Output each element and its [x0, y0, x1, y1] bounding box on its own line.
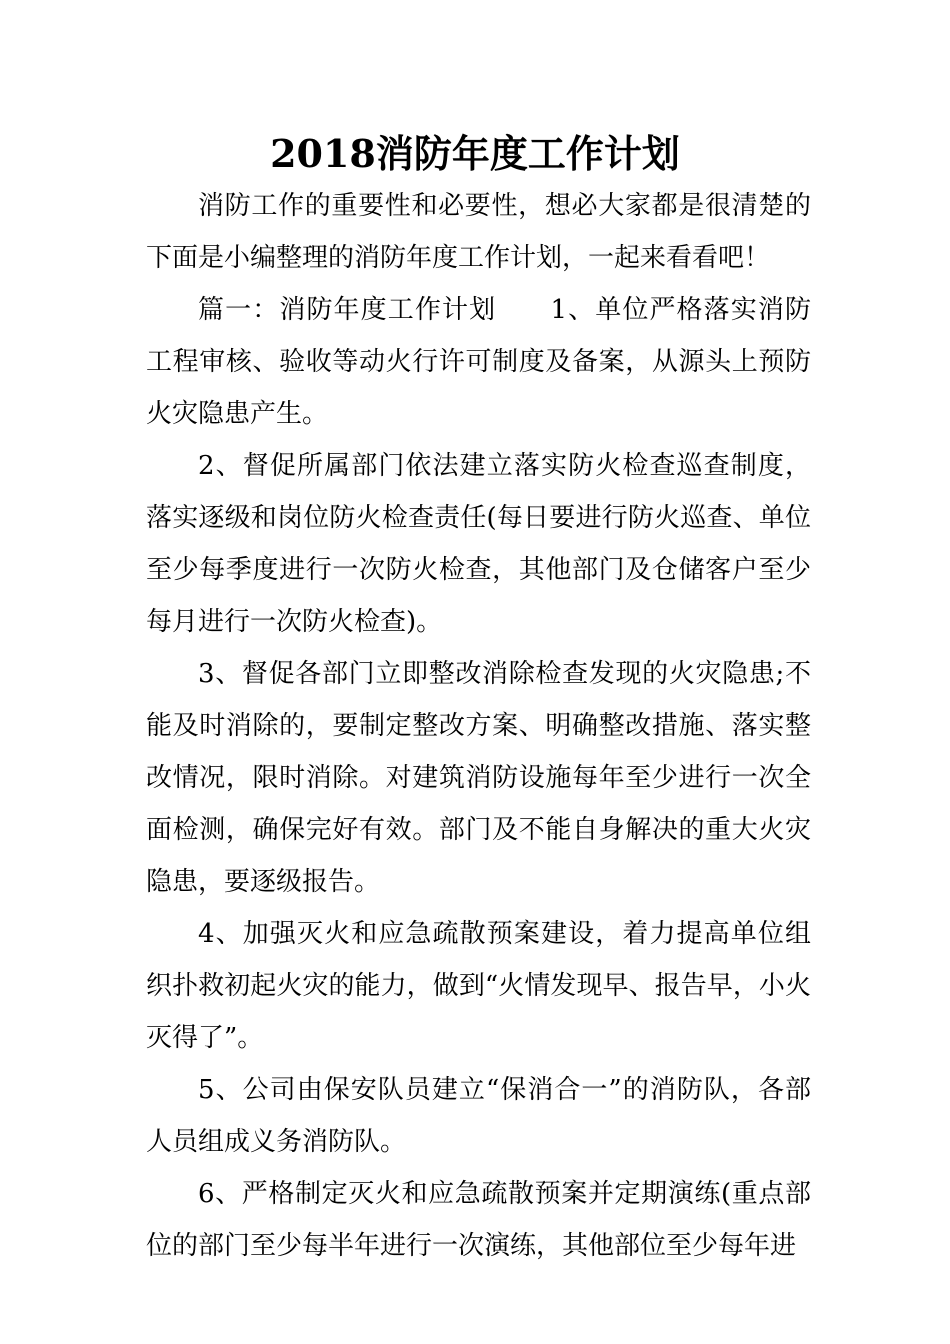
document-title: 2018消防年度工作计划	[270, 131, 680, 176]
document-body	[146, 180, 811, 1272]
paragraph-5: 5、公司由保安队员建立“保消合一”的消防队，各部人员组成义务消防队。	[146, 1075, 811, 1157]
paragraph-3: 3、督促各部门立即整改消除检查发现的火灾隐患;不能及时消除的，要制定整改方案、明确整改措施、落实整改情况，限时消除。对建筑消防设施每年至少进行一次全面检测，确保完好有效。部门及不能自身解决的重大火灾隐患，要逐级报告。	[146, 659, 811, 897]
paragraph-4: 4、加强灭火和应急疏散预案建设，着力提高单位组织扑救初起火灾的能力，做到“火情发现早、报告早，小火灭得了”。	[146, 919, 811, 1053]
paragraph-1: 篇一：消防年度工作计划 1、单位严格落实消防工程审核、验收等动火行许可制度及备案，从源头上预防火灾隐患产生。	[146, 295, 811, 429]
paragraph-2: 2、督促所属部门依法建立落实防火检查巡查制度，落实逐级和岗位防火检查责任(每日要进行防火巡查、单位至少每季度进行一次防火检查，其他部门及仓储客户至少每月进行一次防火检查)。	[146, 451, 811, 637]
paragraph-6: 6、严格制定灭火和应急疏散预案并定期演练(重点部位的部门至少每半年进行一次演练，其他部位至少每年进	[146, 1179, 811, 1261]
paragraph-intro: 消防工作的重要性和必要性，想必大家都是很清楚的下面是小编整理的消防年度工作计划，一起来看看吧！	[146, 191, 811, 273]
